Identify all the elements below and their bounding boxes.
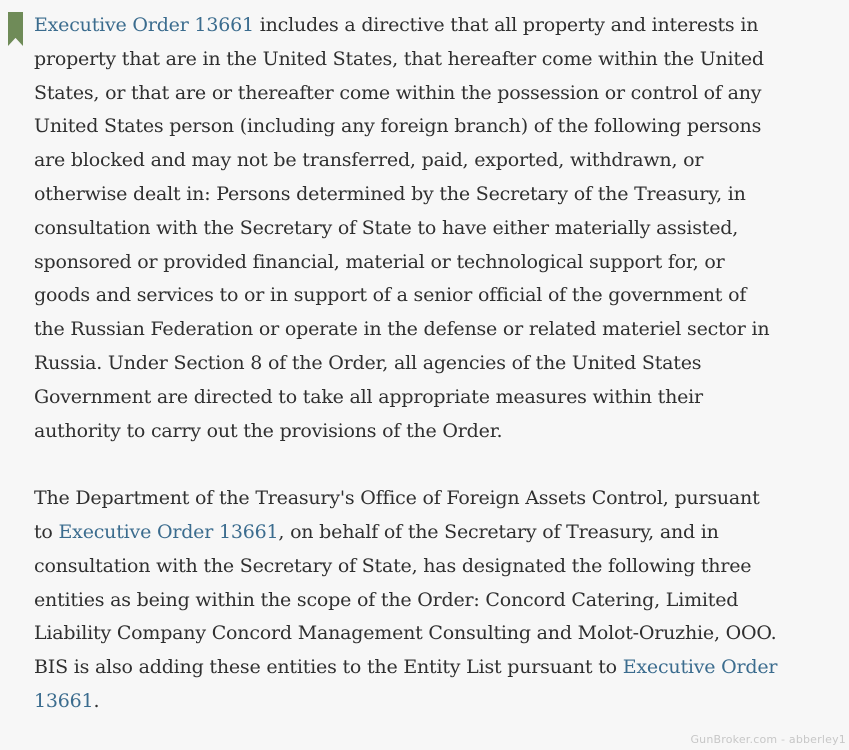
paragraph-2 [34, 482, 779, 719]
executive-order-link-3[interactable]: Executive Order 13661 [34, 656, 778, 712]
paragraph-2-text-before: The Department of the Treasury's Office of Foreign Assets Control, pursuant to [34, 487, 760, 543]
executive-order-link-2[interactable]: Executive Order 13661 [58, 520, 279, 543]
paragraph-2-text-after: . [93, 689, 100, 712]
bookmark-icon[interactable] [8, 12, 23, 46]
paragraph-1 [34, 9, 779, 448]
watermark: GunBroker.com - abberley1 [690, 733, 846, 746]
paragraph-2-text-middle: , on behalf of the Secretary of Treasury, and in consultation with the Secretary of State, has designated the following three entities as being within the scope of the Order: Concord Catering, Limited Liability Company Concord Management Consulting and Molot-Oruzhie, OOO. BIS is also adding these entities to the Entity List pursuant to [34, 520, 777, 679]
article-body [34, 9, 779, 719]
executive-order-link[interactable]: Executive Order 13661 [34, 14, 254, 36]
paragraph-1-text: includes a directive that all property and interests in property that are in the United States, that hereafter come within the United States, or that are or thereafter come within the possession or control of any United States person (including any foreign branch) of the following persons are blocked and may not be transferred, paid, exported, withdrawn, or otherwise dealt in: Persons determined by the Secretary of the Treasury, in consultation with the Secretary of State to have either materially assisted, sponsored or provided financial, material or technological support for, or goods and services to or in support of a senior official of the government of the Russian Federation or operate in the defense or related materiel sector in Russia. Under Section 8 of the Order, all agencies of the United States Government are directed to take all appropriate measures within their authority to carry out the provisions of the Order. [34, 14, 770, 442]
